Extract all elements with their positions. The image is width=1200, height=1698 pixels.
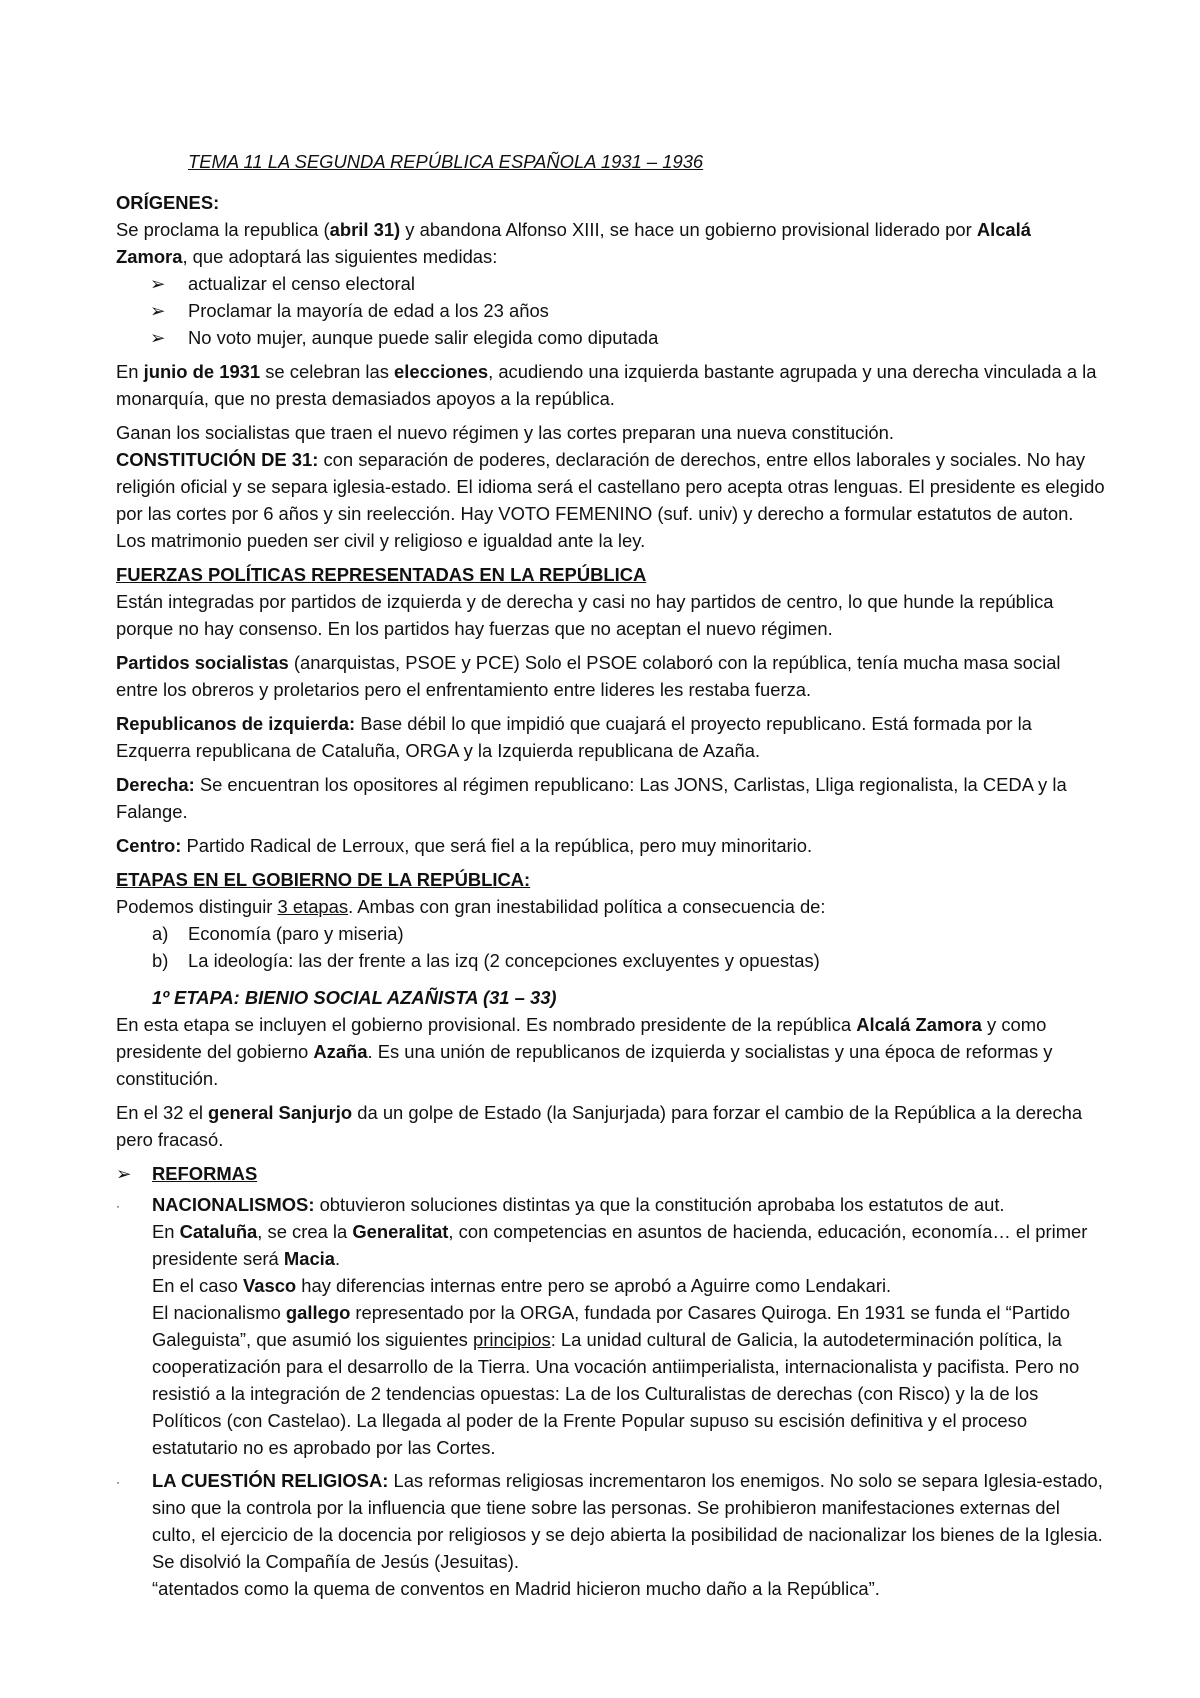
socialistas-paragraph: Partidos socialistas (anarquistas, PSOE y PCE) Solo el PSOE colaboró con la república, tenía mucha masa social entre los obreros y proletarios pero el enfrentamiento entre lideres les restaba fuerza. (116, 652, 1061, 700)
list-item: b) La ideología: las der frente a las izq (2 concepciones excluyentes y opuestas) (152, 950, 820, 971)
document-page (116, 148, 1106, 1602)
republicanos-paragraph: Republicanos de izquierda: Base débil lo que impidió que cuajará el proyecto republicano. Está formada por la Ezquerra republicana de Cataluña, ORGA y la Izquierda republicana de Azaña. (116, 713, 1032, 761)
arrow-bullet-icon: ➢ (150, 273, 166, 294)
religiosa-paragraph: LA CUESTIÓN RELIGIOSA: Las reformas religiosas incrementaron los enemigos. No solo se separa Iglesia-estado, sino que la controla por la influencia que tiene sobre las personas. Se prohibieron manifestaciones externas del culto, el ejercicio de la docencia por religiosos y se dejo abierta la posibilidad de nacionalizar los bienes de la Iglesia. Se disolvió la Compañía de Jesús (Jesuitas). (152, 1470, 1103, 1572)
dot-bullet-icon: · (116, 1199, 120, 1213)
etapa1-paragraph: En esta etapa se incluyen el gobierno provisional. Es nombrado presidente de la república Alcalá Zamora y como presidente del gobierno Azaña. Es una unión de republicanos de izquierda y socialistas y una época de reformas y constitución. (116, 1014, 1053, 1089)
religiosa-section (116, 1467, 1106, 1602)
dot-bullet-icon: · (116, 1475, 120, 1489)
etapas-heading: ETAPAS EN EL GOBIERNO DE LA REPÚBLICA: (116, 869, 531, 890)
nacionalismos-intro: NACIONALISMOS: obtuvieron soluciones distintas ya que la constitución aprobaba los estatutos de aut. (152, 1194, 1005, 1215)
fuerzas-heading: FUERZAS POLÍTICAS REPRESENTADAS EN LA REPÚBLICA (116, 564, 647, 585)
constitucion-paragraph: CONSTITUCIÓN DE 31: con separación de poderes, declaración de derechos, entre ellos laborales y sociales. No hay religión oficial y se separa iglesia-estado. El idioma será el castellano pero acepta otras lenguas. El presidente es elegido por las cortes por 6 años y sin reelección. Hay VOTO FEMENINO (suf. univ) y derecho a formular estatutos de auton. Los matrimonio pueden ser civil y religioso e igualdad ante la ley. (116, 449, 1105, 551)
gallego-paragraph: El nacionalismo gallego representado por la ORGA, fundada por Casares Quiroga. En 1931 se funda el “Partido Galeguista”, que asumió los siguientes principios: La unidad cultural de Galicia, la autodeterminación política, la cooperatización para el desarrollo de la Tierra. Una vocación antiimperialista, internacionalista y pacifista. Pero no resistió a la integración de 2 tendencias opuestas: La de los Culturalistas de derechas (con Risco) y la de los Políticos (con Castelao). La llegada al poder de la Frente Popular supuso su escisión definitiva y el proceso estatutario no es aprobado por las Cortes. (152, 1302, 1080, 1458)
derecha-paragraph: Derecha: Se encuentran los opositores al régimen republicano: Las JONS, Carlistas, Lliga regionalista, la CEDA y la Falange. (116, 774, 1067, 822)
list-item: ➢ Proclamar la mayoría de edad a los 23 años (116, 297, 1106, 324)
list-item: ➢ No voto mujer, aunque puede salir elegida como diputada (116, 324, 1106, 351)
document-title: TEMA 11 LA SEGUNDA REPÚBLICA ESPAÑOLA 1931 – 1936 (188, 151, 704, 172)
etapas-list (116, 920, 1106, 974)
cataluna-paragraph: En Cataluña, se crea la Generalitat, con competencias en asuntos de hacienda, educación, economía… el primer presidente será Macia. (152, 1221, 1088, 1269)
arrow-bullet-icon: ➢ (116, 1163, 132, 1184)
ganan-paragraph: Ganan los socialistas que traen el nuevo régimen y las cortes preparan una nueva constitución. (116, 422, 894, 443)
etapa1-heading: 1º ETAPA: BIENIO SOCIAL AZAÑISTA (31 – 33) (152, 987, 557, 1008)
arrow-bullet-icon: ➢ (150, 327, 166, 348)
list-item: ➢ actualizar el censo electoral (116, 270, 1106, 297)
vasco-paragraph: En el caso Vasco hay diferencias internas entre pero se aprobó a Aguirre como Lendakari. (152, 1275, 892, 1296)
list-item: a) Economía (paro y miseria) (152, 923, 404, 944)
etapas-intro: Podemos distinguir 3 etapas. Ambas con gran inestabilidad política a consecuencia de: (116, 896, 826, 917)
fuerzas-intro: Están integradas por partidos de izquierda y de derecha y casi no hay partidos de centro, lo que hunde la república porque no hay consenso. En los partidos hay fuerzas que no aceptan el nuevo régimen. (116, 591, 1054, 639)
arrow-bullet-icon: ➢ (150, 300, 166, 321)
measures-list (116, 270, 1106, 351)
religiosa-quote: “atentados como la quema de conventos en Madrid hicieron mucho daño a la República”. (152, 1578, 880, 1599)
origenes-heading: ORÍGENES: (116, 192, 220, 213)
nacionalismos-section (116, 1191, 1106, 1461)
elecciones-paragraph: En junio de 1931 se celebran las elecciones, acudiendo una izquierda bastante agrupada y una derecha vinculada a la monarquía, que no presta demasiados apoyos a la república. (116, 361, 1097, 409)
reformas-heading: ➢ REFORMAS (116, 1160, 1106, 1187)
centro-paragraph: Centro: Partido Radical de Lerroux, que será fiel a la república, pero muy minoritario. (116, 835, 813, 856)
sanjurjo-paragraph: En el 32 el general Sanjurjo da un golpe de Estado (la Sanjurjada) para forzar el cambio de la República a la derecha pero fracasó. (116, 1102, 1083, 1150)
origenes-intro: Se proclama la republica (abril 31) y abandona Alfonso XIII, se hace un gobierno provisional liderado por Alcalá Zamora, que adoptará las siguientes medidas: (116, 219, 1031, 267)
